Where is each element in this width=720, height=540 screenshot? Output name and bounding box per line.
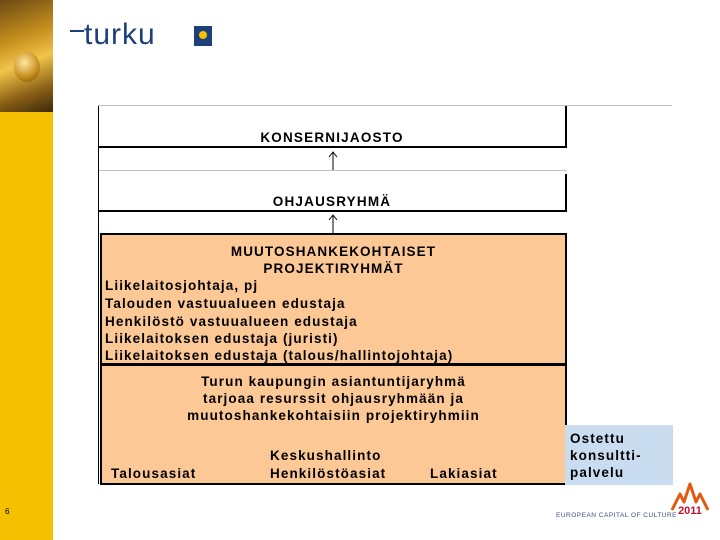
project-groups-title-2: PROJEKTIRYHMÄT [263,261,404,276]
logo-text: turku [84,18,156,51]
member-item: Liikelaitosjohtaja, pj [105,278,259,293]
separator-line [99,170,567,171]
expert-group-box [100,364,567,485]
expert-line: muutoshankekohtaisiin projektiryhmiin [187,408,480,423]
consultant-box [565,425,673,485]
expert-line: Turun kaupungin asiantuntijaryhmä [201,374,466,389]
project-groups-title-1: MUUTOSHANKEKOHTAISET [230,244,437,259]
arrow-up-icon [326,213,340,233]
legal-label: Lakiasiat [430,466,498,481]
member-item: Liikelaitoksen edustaja (talous/hallintojohtaja) [105,348,454,363]
consultant-line: Ostettu [570,431,625,446]
central-admin-label: Keskushallinto [270,448,382,463]
member-item: Henkilöstö vastuualueen edustaja [105,314,358,329]
year-logo-text: 2011 [678,505,702,517]
hr-label: Henkilöstöasiat [270,466,387,481]
sidebar-strip [0,0,53,540]
steering-group-box [99,174,567,212]
page-number: 6 [5,507,10,516]
steering-group-label: OHJAUSRYHMÄ [272,194,392,209]
crest-icon [194,26,212,46]
member-item: Liikelaitoksen edustaja (juristi) [105,331,339,346]
expert-line: tarjoaa resurssit ohjausryhmään ja [203,391,464,406]
board-label: KONSERNIJAOSTO [260,130,404,145]
member-item: Talouden vastuualueen edustaja [105,296,346,311]
ecoc-text: EUROPEAN CAPITAL OF CULTURE [556,512,678,519]
capital-of-culture-logo [668,480,712,524]
project-groups-box [100,233,567,365]
logo-bar [70,30,84,32]
board-box [99,106,567,148]
financial-label: Talousasiat [111,466,197,481]
consultant-line: konsultti- [570,448,642,463]
frame-left-line [98,106,99,484]
consultant-line: palvelu [570,465,625,480]
ornament-image [14,52,40,82]
arrow-up-icon [326,150,340,170]
sidebar-photo [0,0,53,112]
